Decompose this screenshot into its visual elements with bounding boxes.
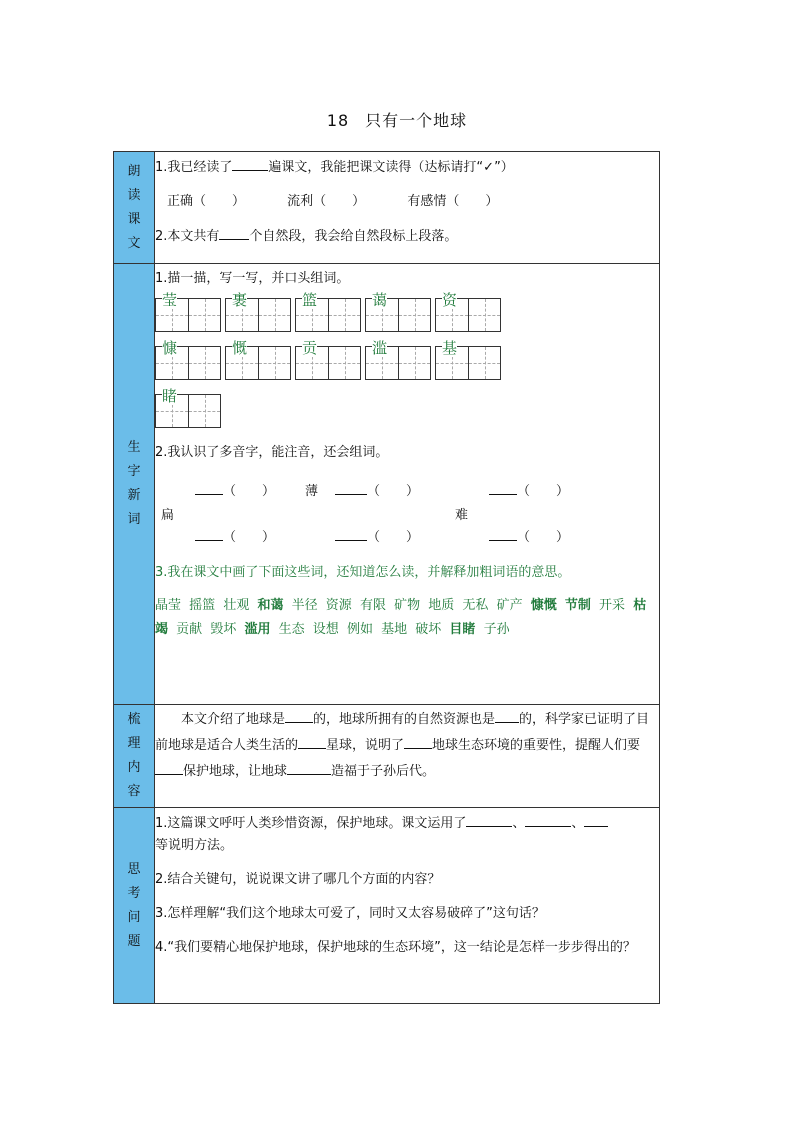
vocab-word: 设想 <box>312 622 339 637</box>
label-char: 朗 <box>127 163 141 179</box>
page-title <box>0 108 794 131</box>
vocab-word: 例如 <box>346 622 373 637</box>
vocab-word: 毁坏 <box>210 622 237 637</box>
writing-grid[interactable] <box>155 291 221 332</box>
vocab-word: 矿产 <box>496 598 523 613</box>
blank-field[interactable] <box>155 760 183 775</box>
blank-field[interactable] <box>335 480 367 495</box>
writing-grid[interactable] <box>365 339 431 380</box>
polyphone-area <box>155 474 659 550</box>
polyphone-entry <box>335 526 419 545</box>
blank-field[interactable] <box>525 812 571 827</box>
pinyin-paren[interactable]: （ ） <box>367 530 420 545</box>
worksheet-table <box>113 151 660 1004</box>
writing-grid[interactable] <box>435 339 501 380</box>
text: 的，地球所拥有的自然资源也是 <box>313 712 496 727</box>
vocab-q2: 2.我认识了多音字，能注音，还会组词。 <box>155 445 389 460</box>
label-char: 问 <box>127 909 141 925</box>
label-char: 思 <box>127 861 141 877</box>
label-char: 新 <box>127 488 141 503</box>
label-char: 读 <box>127 187 141 203</box>
text: 本文介绍了地球是 <box>181 712 286 727</box>
text: 1.这篇课文呼吁人类珍惜资源，保护地球。课文运用了 <box>155 816 467 831</box>
pinyin-paren[interactable]: （ ） <box>517 530 570 545</box>
blank-field[interactable] <box>285 708 313 723</box>
text: 、 <box>571 816 585 831</box>
blank-field[interactable] <box>335 526 367 541</box>
lesson-title: 只有一个地球 <box>365 111 468 130</box>
vocab-word: 节制 <box>564 598 591 613</box>
polyphone-entry <box>195 480 275 499</box>
trace-char: 慨 <box>232 339 248 357</box>
polyphone-entry <box>489 480 569 499</box>
trace-char: 滥 <box>372 339 388 357</box>
blank-field[interactable] <box>287 760 331 775</box>
pinyin-paren[interactable]: （ ） <box>517 484 570 499</box>
reading-options <box>167 191 659 213</box>
blank-field[interactable] <box>232 156 268 171</box>
reading-section <box>114 152 660 264</box>
pinyin-paren[interactable]: （ ） <box>223 484 276 499</box>
label-char: 考 <box>127 885 141 901</box>
text: 个自然段，我会给自然段标上段落。 <box>249 229 458 244</box>
question-4: 4.“我们要精心地保护地球，保护地球的生态环境”，这一结论是怎样一步步得出的？ <box>155 940 636 955</box>
polyphone-char-bian: 扁 <box>161 508 175 523</box>
vocab-word: 枯竭 <box>155 598 647 637</box>
vocab-word: 目睹 <box>449 622 476 637</box>
option-correct[interactable]: 正确（ ） <box>167 194 246 209</box>
vocab-word: 摇篮 <box>189 598 216 613</box>
label-char: 理 <box>127 736 141 751</box>
summary-paragraph <box>155 707 659 785</box>
vocab-word: 壮观 <box>223 598 250 613</box>
vocab-word: 破坏 <box>415 622 442 637</box>
questions-label <box>114 808 155 1004</box>
vocab-word: 生态 <box>278 622 305 637</box>
question-3: 3.怎样理解“我们这个地球太可爱了，同时又太容易破碎了”这句话？ <box>155 906 545 921</box>
vocab-word: 基地 <box>381 622 408 637</box>
question-2: 2.结合关键句，说说课文讲了哪几个方面的内容？ <box>155 872 441 887</box>
label-char: 词 <box>127 512 141 527</box>
trace-char: 资 <box>442 291 458 309</box>
reading-q1 <box>155 156 659 179</box>
vocab-word: 子孙 <box>483 622 510 637</box>
pinyin-paren[interactable]: （ ） <box>367 484 420 499</box>
label-char: 生 <box>127 440 141 455</box>
writing-grid[interactable] <box>435 291 501 332</box>
vocab-word: 资源 <box>325 598 352 613</box>
label-char: 文 <box>127 235 141 251</box>
trace-char: 篮 <box>302 291 318 309</box>
writing-grid[interactable] <box>225 291 291 332</box>
trace-char: 蔼 <box>372 291 388 309</box>
writing-grid[interactable] <box>295 291 361 332</box>
lesson-number: 18 <box>326 111 350 130</box>
questions-section <box>114 808 660 1004</box>
vocab-q1: 1.描一描，写一写，并口头组词。 <box>155 271 350 286</box>
blank-field[interactable] <box>195 480 223 495</box>
text: 地球生态环境的重要性，提醒人们要 <box>432 738 641 753</box>
text: 2.本文共有 <box>155 229 220 244</box>
option-fluent[interactable]: 流利（ ） <box>287 194 366 209</box>
check-mark-icon: ✓ <box>483 160 495 175</box>
label-char: 字 <box>127 464 141 479</box>
blank-field[interactable] <box>219 225 249 240</box>
blank-field[interactable] <box>489 526 517 541</box>
vocab-section <box>114 264 660 705</box>
label-char: 题 <box>127 933 141 949</box>
trace-char: 睹 <box>162 387 178 405</box>
polyphone-entry <box>335 480 419 499</box>
trace-char: 裹 <box>232 291 248 309</box>
trace-char: 慷 <box>162 339 178 357</box>
vocab-word: 滥用 <box>244 622 271 637</box>
text: 星球，说明了 <box>326 738 405 753</box>
vocab-word: 慷慨 <box>530 598 557 613</box>
trace-char: 基 <box>442 339 458 357</box>
blank-field[interactable] <box>404 734 432 749</box>
vocab-word: 和蔼 <box>257 598 284 613</box>
label-char: 内 <box>127 760 141 775</box>
text: 等说明方法。 <box>155 838 234 853</box>
pinyin-paren[interactable]: （ ） <box>223 530 276 545</box>
writing-grids <box>155 291 659 428</box>
summary-section <box>114 705 660 808</box>
blank-field[interactable] <box>466 812 512 827</box>
summary-label <box>114 705 155 808</box>
writing-grid[interactable] <box>155 387 221 428</box>
text: 造福于子孙后代。 <box>331 764 436 779</box>
reading-q2 <box>155 225 659 248</box>
vocab-word-list <box>155 594 659 642</box>
text: ”） <box>494 160 514 175</box>
text: 1.我已经读了 <box>155 160 233 175</box>
label-char: 容 <box>127 784 141 799</box>
grid-row-2 <box>155 339 659 380</box>
polyphone-entry <box>489 526 569 545</box>
text: 保护地球，让地球 <box>183 764 288 779</box>
label-char: 梳 <box>127 712 141 727</box>
vocab-label <box>114 264 155 705</box>
vocab-word: 晶莹 <box>155 598 182 613</box>
text: 遍课文，我能把课文读得（达标请打“ <box>268 160 484 175</box>
writing-grid[interactable] <box>295 339 361 380</box>
polyphone-char-bao: 薄 <box>305 484 319 499</box>
blank-field[interactable] <box>298 734 326 749</box>
vocab-q3: 3.我在课文中画了下面这些词，还知道怎么读，并解释加粗词语的意思。 <box>155 565 571 580</box>
grid-row-3 <box>155 387 659 428</box>
question-1 <box>155 812 659 857</box>
vocab-word: 贡献 <box>176 622 203 637</box>
blank-field[interactable] <box>495 708 519 723</box>
reading-label <box>114 152 155 264</box>
blank-field[interactable] <box>195 526 223 541</box>
vocab-word: 半径 <box>291 598 318 613</box>
writing-grid[interactable] <box>155 339 221 380</box>
blank-field[interactable] <box>584 812 608 827</box>
vocab-word: 无私 <box>462 598 489 613</box>
vocab-word: 地质 <box>428 598 455 613</box>
blank-field[interactable] <box>489 480 517 495</box>
writing-grid[interactable] <box>225 339 291 380</box>
trace-char: 莹 <box>162 291 178 309</box>
grid-row-1 <box>155 291 659 332</box>
vocab-word: 开采 <box>599 598 626 613</box>
writing-grid[interactable] <box>365 291 431 332</box>
option-expressive[interactable]: 有感情（ ） <box>407 194 499 209</box>
polyphone-char-nan: 难 <box>455 508 469 523</box>
vocab-word: 有限 <box>359 598 386 613</box>
text: 、 <box>512 816 526 831</box>
text: 的，科学家已证明了目前地球是适合人类生活的 <box>155 712 650 753</box>
polyphone-entry <box>195 526 275 545</box>
vocab-word: 矿物 <box>394 598 421 613</box>
trace-char: 贡 <box>302 339 318 357</box>
label-char: 课 <box>127 211 141 227</box>
